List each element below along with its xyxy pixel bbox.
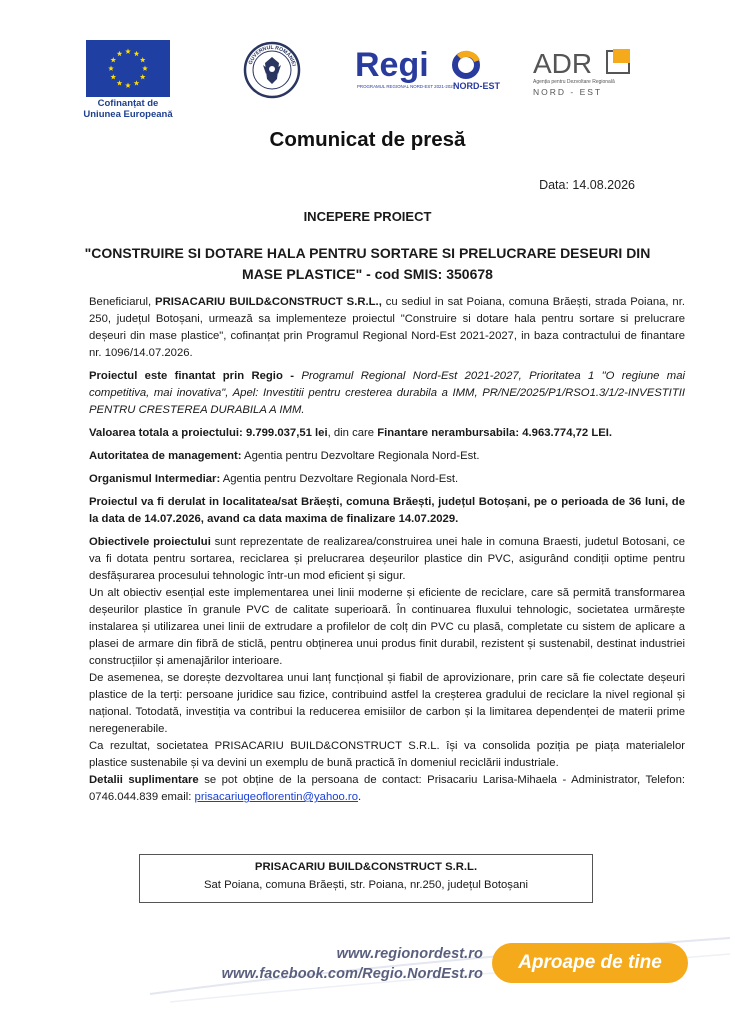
result-paragraph: Ca rezultat, societatea PRISACARIU BUILD&CONSTRUCT S.R.L. își va consolida poziția pe piața materialelor plastice sustenabile și va devini un exemplu de bună practică în domeniul reciclării industriale.	[89, 740, 685, 769]
project-title-line2: MASE PLASTICE" - cod SMIS: 350678	[242, 266, 493, 282]
eu-caption-line2: Uniunea Europeană	[83, 109, 173, 120]
svg-text:GUVERNUL ROMÂNIEI: GUVERNUL ROMÂNIEI	[247, 44, 297, 67]
location-period-paragraph: Proiectul va fi derulat in localitatea/sat Brăești, comuna Brăești, județul Botoșani, pe o perioada de 36 luni, de la data de 14.07.2026, avand ca data maxima de finalizare 14.07.2029.	[89, 496, 685, 525]
slogan-badge: Aproape de tine	[492, 943, 688, 983]
contact-box-address: Sat Poiana, comuna Brăești, str. Poiana, nr.250, județul Botoșani	[203, 879, 529, 891]
objective-recycling-paragraph: Un alt obiectiv esențial este implementarea unei linii moderne și eficiente de reciclare, care să permită transformarea deșeurilor plastice în granule PVC de calitate superioară. În continuarea fluxului tehnologic, societatea urmărește instalarea și utilizarea unei linii de extrudare a profilelor de colț din PVC cu plasă, completate cu sistem de aplicare a plasei de armare din fibră de sticlă, pentru obținerea unui produs finit durabil, rezistent și sustenabil, destinat industriei construcțiilor și amenajărilor interioare.	[89, 587, 685, 667]
svg-text:Agenția pentru Dezvoltare Regi: Agenția pentru Dezvoltare Regională	[533, 79, 615, 85]
svg-text:NORD - EST: NORD - EST	[533, 87, 603, 97]
project-value-paragraph: Valoarea totala a proiectului: 9.799.037,51 lei, din care Finantare nerambursabila: 4.963.774,72 LEI.	[89, 427, 613, 439]
svg-text:Regi: Regi	[355, 46, 429, 84]
eu-caption-line1: Cofinanțat de	[97, 98, 159, 109]
project-title	[70, 243, 665, 285]
svg-text:NORD-EST: NORD-EST	[453, 81, 500, 91]
eu-flag-icon	[86, 40, 170, 97]
press-release-body	[89, 294, 685, 806]
financing-paragraph: Proiectul este finantat prin Regio - Programul Regional Nord-Est 2021-2027, Prioritatea 1 "O regiune mai competitiva, mai inovativa", Apel: Investitii pentru cresterea durabila a IMM, PR/NE/2025/P1/RSO1.3/1/2-INVESTITII PENTRU CRESTEREA DURABILA A IMM.	[89, 370, 685, 416]
objectives-paragraph: Obiectivele proiectului sunt reprezentate de realizarea/construirea unei hale in comuna Braesti, judetul Botosani, ce va fi dotata pentru sortarea, reciclarea și prelucrarea deșeurilor plastice din PVC, asigurând condiții optime pentru desfășurarea procesului tehnologic într-un mod eficient și sigur.	[89, 536, 685, 582]
contact-details-paragraph: Detalii suplimentare se pot obține de la persoana de contact: Prisacariu Larisa-Mihaela - Administrator, Telefon: 0746.044.839 email: prisacariugeoflorentin@yahoo.ro.	[89, 774, 686, 803]
managing-authority-paragraph: Autoritatea de management: Agentia pentru Dezvoltare Regionala Nord-Est.	[89, 450, 480, 462]
contact-email-link[interactable]: prisacariugeoflorentin@yahoo.ro	[194, 791, 358, 803]
svg-text:PROGRAMUL REGIONAL NORD-EST 20: PROGRAMUL REGIONAL NORD-EST 2021-2027	[357, 84, 456, 89]
eu-cofinancing-logo	[83, 40, 174, 120]
intermediate-body-paragraph: Organismul Intermediar: Agentia pentru Dezvoltare Regionala Nord-Est.	[89, 473, 459, 485]
eu-caption	[80, 98, 176, 120]
svg-text:ADR: ADR	[533, 48, 593, 79]
contact-box-company: PRISACARIU BUILD&CONSTRUCT S.R.L.	[254, 861, 478, 873]
beneficiary-paragraph: Beneficiarul, PRISACARIU BUILD&CONSTRUCT S.R.L., cu sediul in sat Poiana, comuna Brăești, strada Poiana, nr. 250, județul Botoșani, urmează sa implementeze proiectul "Construire si dotare hala pentru sortare si prelucrare deșeuri din mase plastice", cofinanțat prin Programul Regional Nord-Est 2021-2027, in baza contractului de finantare nr. 1096/14.07.2026.	[89, 296, 685, 359]
page-title: Comunicat de presă	[269, 128, 466, 151]
adr-nord-est-logo	[533, 47, 643, 99]
project-title-line1: "CONSTRUIRE SI DOTARE HALA PENTRU SORTARE SI PRELUCRARE DESEURI DIN	[84, 245, 651, 261]
beneficiary-name: PRISACARIU BUILD&CONSTRUCT S.R.L.,	[155, 296, 382, 308]
footer-website-link[interactable]: www.regionordest.ro	[336, 946, 483, 962]
beneficiary-contact-box	[139, 854, 593, 903]
section-heading: INCEPERE PROIECT	[303, 209, 432, 224]
document-date: Data: 14.08.2026	[539, 178, 635, 192]
regio-nord-est-logo	[355, 44, 500, 94]
objective-supply-chain-paragraph: De asemenea, se dorește dezvoltarea unui lanț funcțional și fiabil de aprovizionare, prin care să fie colectate deșeuri plastice de la terți: persoane juridice sau fizice, contribuind astfel la creșterea gradului de reciclare la nivel regional și național. Totodată, investiția va contribui la reducerea emisiilor de carbon și la limitarea dependenței de materii prime neregenerabile.	[89, 672, 685, 735]
government-seal-logo	[243, 41, 301, 99]
footer-facebook-link[interactable]: www.facebook.com/Regio.NordEst.ro	[221, 966, 483, 982]
footer-links	[200, 944, 483, 984]
